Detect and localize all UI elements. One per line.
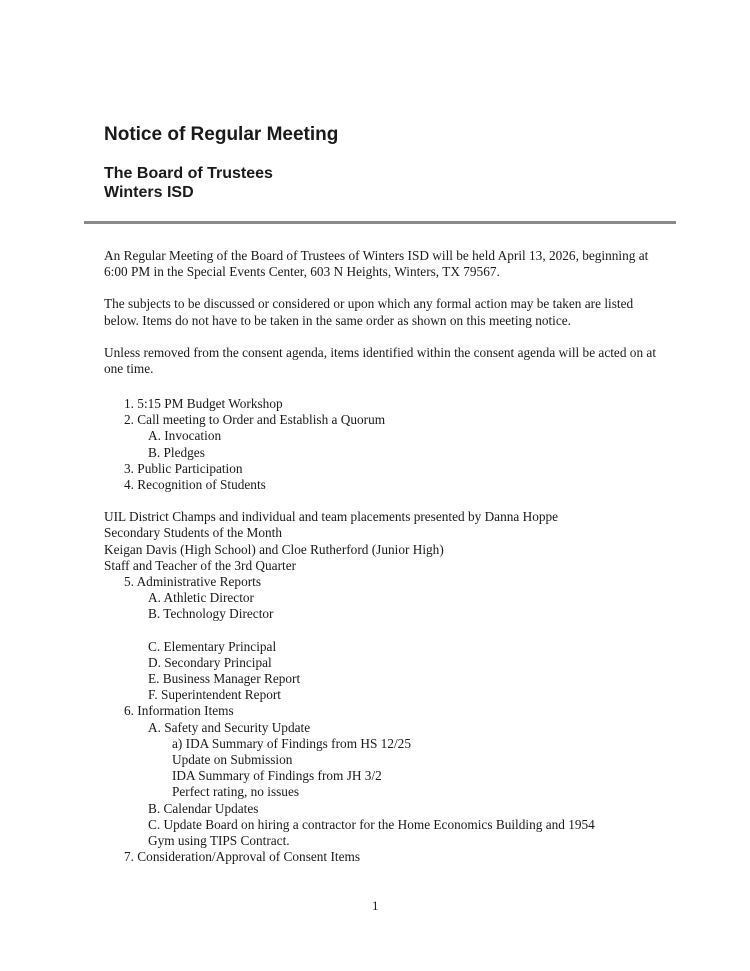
- agenda-subitem: C. Update Board on hiring a contractor for the Home Economics Building and 1954: [148, 816, 595, 832]
- agenda-item-2: 2. Call meeting to Order and Establish a Quorum: [124, 412, 386, 428]
- recognition-line: Staff and Teacher of the 3rd Quarter: [104, 557, 297, 573]
- agenda-item-3: 3. Public Participation: [124, 460, 243, 476]
- subtitle-block: [104, 164, 273, 202]
- agenda-subitem: E. Business Manager Report: [148, 671, 301, 687]
- agenda-detail: Update on Submission: [172, 752, 293, 768]
- page-title: Notice of Regular Meeting: [104, 124, 339, 145]
- agenda-subitem-continued: Gym using TIPS Contract.: [148, 833, 290, 849]
- agenda-detail: IDA Summary of Findings from JH 3/2: [172, 768, 382, 784]
- agenda-subitem: B. Pledges: [148, 444, 205, 460]
- agenda-detail: a) IDA Summary of Findings from HS 12/25: [172, 735, 411, 751]
- consent-paragraph: Unless removed from the consent agenda, items identified within the consent agenda will be acted on at one time.: [104, 344, 657, 377]
- agenda-subitem: B. Calendar Updates: [148, 800, 259, 816]
- recognition-line: UIL District Champs and individual and team placements presented by Danna Hoppe: [104, 509, 559, 525]
- agenda-list: [104, 396, 664, 865]
- intro-text: [104, 248, 664, 393]
- agenda-item-7: 7. Consideration/Approval of Consent Items: [124, 849, 360, 865]
- meeting-announcement: An Regular Meeting of the Board of Trustees of Winters ISD will be held April 13, 2026, beginning at 6:00 PM in the Special Events Center, 603 N Heights, Winters, TX 79567.: [104, 248, 649, 280]
- district-name: Winters ISD: [104, 184, 194, 201]
- agenda-subitem: B. Technology Director: [148, 606, 274, 622]
- subjects-paragraph: The subjects to be discussed or considered or upon which any formal action may be taken are listed below. Items do not have to be taken in the same order as shown on this meeting notice.: [104, 296, 634, 328]
- agenda-subitem: F. Superintendent Report: [148, 687, 281, 703]
- recognition-line: Secondary Students of the Month: [104, 525, 283, 541]
- page-number: 1: [372, 898, 379, 913]
- agenda-item-6: 6. Information Items: [124, 703, 234, 719]
- agenda-subitem: C. Elementary Principal: [148, 638, 277, 654]
- board-name: The Board of Trustees: [104, 165, 273, 182]
- agenda-detail: Perfect rating, no issues: [172, 784, 300, 800]
- recognition-line: Keigan Davis (High School) and Cloe Rutherford (Junior High): [104, 541, 444, 557]
- agenda-subitem: A. Athletic Director: [148, 590, 254, 606]
- agenda-item-1: 1. 5:15 PM Budget Workshop: [124, 396, 283, 411]
- agenda-item-4: 4. Recognition of Students: [124, 477, 266, 493]
- header-divider: [84, 221, 676, 224]
- agenda-subitem: A. Safety and Security Update: [148, 719, 311, 735]
- agenda-subitem: D. Secondary Principal: [148, 654, 272, 670]
- agenda-item-5: 5. Administrative Reports: [124, 574, 262, 590]
- agenda-subitem: A. Invocation: [148, 428, 222, 444]
